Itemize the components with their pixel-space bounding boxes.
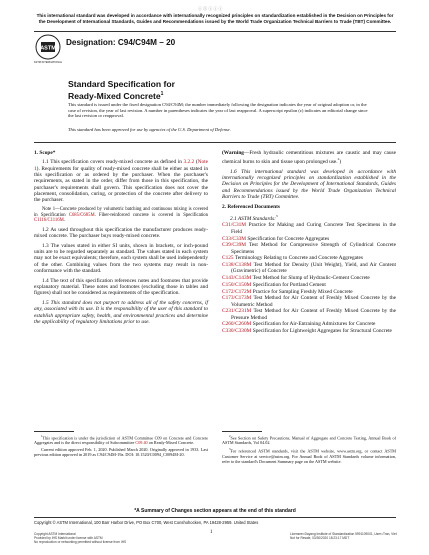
astm-logo-icon <box>34 34 62 64</box>
right-column <box>222 150 396 335</box>
section-1-heading: 1. Scope* <box>34 150 56 156</box>
referenced-documents-list <box>222 213 396 335</box>
footnote-rule-right <box>222 431 262 432</box>
reference-code-link[interactable]: C150/C150M <box>222 281 252 288</box>
link-note-1[interactable]: Note 1 <box>34 159 208 172</box>
reference-code-link[interactable]: C143/C143M <box>222 275 252 282</box>
reference-code-link[interactable]: C31/C31M <box>222 222 247 229</box>
link-c09-40[interactable]: C09.40 <box>135 440 148 446</box>
designation: Designation: C94/C94M – 20 <box>66 38 176 47</box>
wto-notice: This international standard was developed in accordance with internationally recognized principles on standardization established in the Decision on Principles for the Development of International Standards, Guides and Recommendations issued by the World Trade Organization Technical Barriers to Trade (TBT) Committee. <box>36 13 394 24</box>
note-1: Note 1—Concrete produced by volumetric batching and continuous mixing is covered in Specification C685/C685M. Fiber-reinforced concrete is covered in Specification C1116/C1116M. <box>34 206 208 224</box>
footnote-2: $^2$See Section on Safety Precautions, Manual of Aggregate and Concrete Testing, Annual Book of ASTM Standards, Vol 04.02. <box>222 434 396 446</box>
reference-item: C39/C39M Test Method for Compressive Strength of Cylindrical Concrete Specimens <box>222 242 396 255</box>
copyright-line: Copyright © ASTM International, 100 Barr Harbor Drive, PO Box C700, West Conshohocken, PA 19428-2959. United States <box>34 520 259 525</box>
reference-item: C125 Terminology Relating to Concrete and Concrete Aggregates <box>222 255 363 262</box>
reference-code-link[interactable]: C173/C173M <box>222 295 252 302</box>
reference-item: C33/C33M Specification for Concrete Aggregates <box>222 235 330 242</box>
reference-item: C231/C231M Test Method for Air Content of Freshly Mixed Concrete by the Pressure Method <box>222 308 396 321</box>
reference-item: C31/C31M Practice for Making and Curing Concrete Test Specimens in the Field <box>222 222 396 235</box>
footer-rule <box>34 517 396 518</box>
svg-text:ASTM: ASTM <box>40 45 56 52</box>
paragraph-1-6: 1.6 This international standard was developed in accordance with internationally recognized principles on standardization established in the Decision on Principles for the Development of International Standards, Guides and Recommendations issued by the World Trade Organization Technical Barriers to Trade (TBT) Committee. <box>222 168 396 201</box>
footnotes-left <box>34 434 208 459</box>
reference-code-link[interactable]: C172/C172M <box>222 288 252 295</box>
footnote-1: $^1$This specification is under the jurisdiction of ASTM Committee C09 on Concrete and Concrete Aggregates and is the direct responsibility of Subcommittee C09.40 on Ready-Mixed Concrete. <box>34 434 208 446</box>
reference-item: C150/C150M Specification for Portland Cement <box>222 281 326 288</box>
astm-logo <box>34 34 62 64</box>
document-title: Standard Specification for Ready-Mixed Concrete$^1$ <box>68 79 175 101</box>
paragraph-1-1: 1.1 This specification covers ready-mixed concrete as defined in 3.2.2 (Note 1). Requirements for quality of ready-mixed concrete shall be either as stated in this specification or as ordered by the purchaser. When the purchaser's requirements, as stated in the order, differ from those in this specification, the purchaser's requirements shall govern. This specification does not cover the placement, consolidation, curing, or protection of the concrete after delivery to the purchaser. <box>34 159 208 204</box>
footnote-edition: Current edition approved Feb. 1, 2020. Published March 2020. Originally approved in 1933. Last previous edition approved in 2019 as C94/C94M-19a. DOI: 10.1520/C0094_C0094M-20. <box>34 447 208 458</box>
link-c1116[interactable]: C1116/C1116M <box>34 218 64 224</box>
summary-of-changes-note: *A Summary of Changes section appears at the end of this standard <box>134 508 296 514</box>
license-right: Licensee=Dayang Institute of Standardization 5991109001, User=Tran, Viet Not for Resale, 03/30/2020 18:23:17 MDT <box>290 532 397 540</box>
header-separator <box>34 142 396 143</box>
reference-code-link[interactable]: C33/C33M <box>222 235 247 242</box>
standard-issuance-notice: This standard is issued under the fixed designation C94/C94M; the number immediately following the designation indicates the year of original adoption or, in the case of revision, the year of last revision. A number in parentheses indicates the year of last reapproval. A superscript epsilon (ε) indicates an editorial change since the last revision or reapproval. <box>68 102 368 119</box>
footnotes-right <box>222 434 396 465</box>
paragraph-1-4: 1.4 The text of this specification references notes and footnotes that provide explanatory material. These notes and footnotes (excluding those in tables and figures) shall not be considered as requirements of the specification. <box>34 277 208 297</box>
reference-item: C260/C260M Specification for Air-Entraining Admixtures for Concrete <box>222 321 376 328</box>
header-watermark: ⓘ ⓢ ⓘ ⓘ ⓘ <box>198 6 223 11</box>
svg-text:ASTM INTERNATIONAL: ASTM INTERNATIONAL <box>34 61 62 64</box>
reference-code-link[interactable]: C39/C39M <box>222 242 247 249</box>
link-c685[interactable]: C685/C685M <box>68 212 95 218</box>
page-number: 1 <box>210 530 213 535</box>
left-column <box>34 150 208 328</box>
footnote-rule-left <box>34 431 74 432</box>
reference-item: C172/C172M Practice for Sampling Freshly Mixed Concrete <box>222 288 353 295</box>
reference-code-link[interactable]: C330/C330M <box>222 328 252 335</box>
reference-item: C138/C138M Test Method for Density (Unit Weight), Yield, and Air Content (Gravimetric) of Concrete <box>222 262 396 275</box>
section-2-heading: 2. Referenced Documents <box>222 203 280 210</box>
reference-code-link[interactable]: C125 <box>222 255 234 262</box>
reference-item: C330/C330M Specification for Lightweight Aggregates for Structural Concrete <box>222 328 392 335</box>
header-rule <box>34 31 396 32</box>
astm-standards-label: 2.1 ASTM Standards:$^3$ <box>230 213 278 222</box>
paragraph-1-5: 1.5 This standard does not purport to address all of the safety concerns, if any, associated with its use. It is the responsibility of the user of this standard to establish appropriate safety, health, and environmental practices and determine the applicability of regulatory limitations prior to use. <box>34 299 208 325</box>
reference-item: C143/C143M Test Method for Slump of Hydraulic-Cement Concrete <box>222 275 370 282</box>
reference-item: C173/C173M Test Method for Air Content of Freshly Mixed Concrete by the Volumetric Method <box>222 295 396 308</box>
reference-code-link[interactable]: C138/C138M <box>222 262 252 269</box>
dod-approval-notice: This standard has been approved for use by agencies of the U.S. Department of Defense. <box>68 127 231 132</box>
paragraph-1-3: 1.3 The values stated in either SI units, shown in brackets, or inch-pound units are to be regarded separately as standard. The values stated in each system may not be exact equivalents; therefore, each system shall be used independently of the other. Combining values from the two systems may result in non-conformance with the standard. <box>34 242 208 275</box>
link-3-2-2[interactable]: 3.2.2 <box>183 159 195 166</box>
reference-code-link[interactable]: C231/C231M <box>222 308 252 315</box>
footnote-3: $^3$For referenced ASTM standards, visit the ASTM website, www.astm.org, or contact ASTM Customer Service at service@astm.org. For Annual Book of ASTM Standards volume information, refer to the standard's Document Summary page on the ASTM website. <box>222 447 396 464</box>
reference-code-link[interactable]: C260/C260M <box>222 321 252 328</box>
paragraph-1-2: 1.2 As used throughout this specification the manufacturer produces ready-mixed concrete. The purchaser buys ready-mixed concrete. <box>34 226 208 240</box>
warning-paragraph: (Warning—Fresh hydraulic cementitious mixtures are caustic and may cause chemical burns to skin and tissue upon prolonged use.$^2$) <box>222 150 396 166</box>
license-left: Copyright ASTM International Provided by IHS Markit under license with ASTM No reproduction or networking permitted without license from IHS <box>34 532 127 544</box>
